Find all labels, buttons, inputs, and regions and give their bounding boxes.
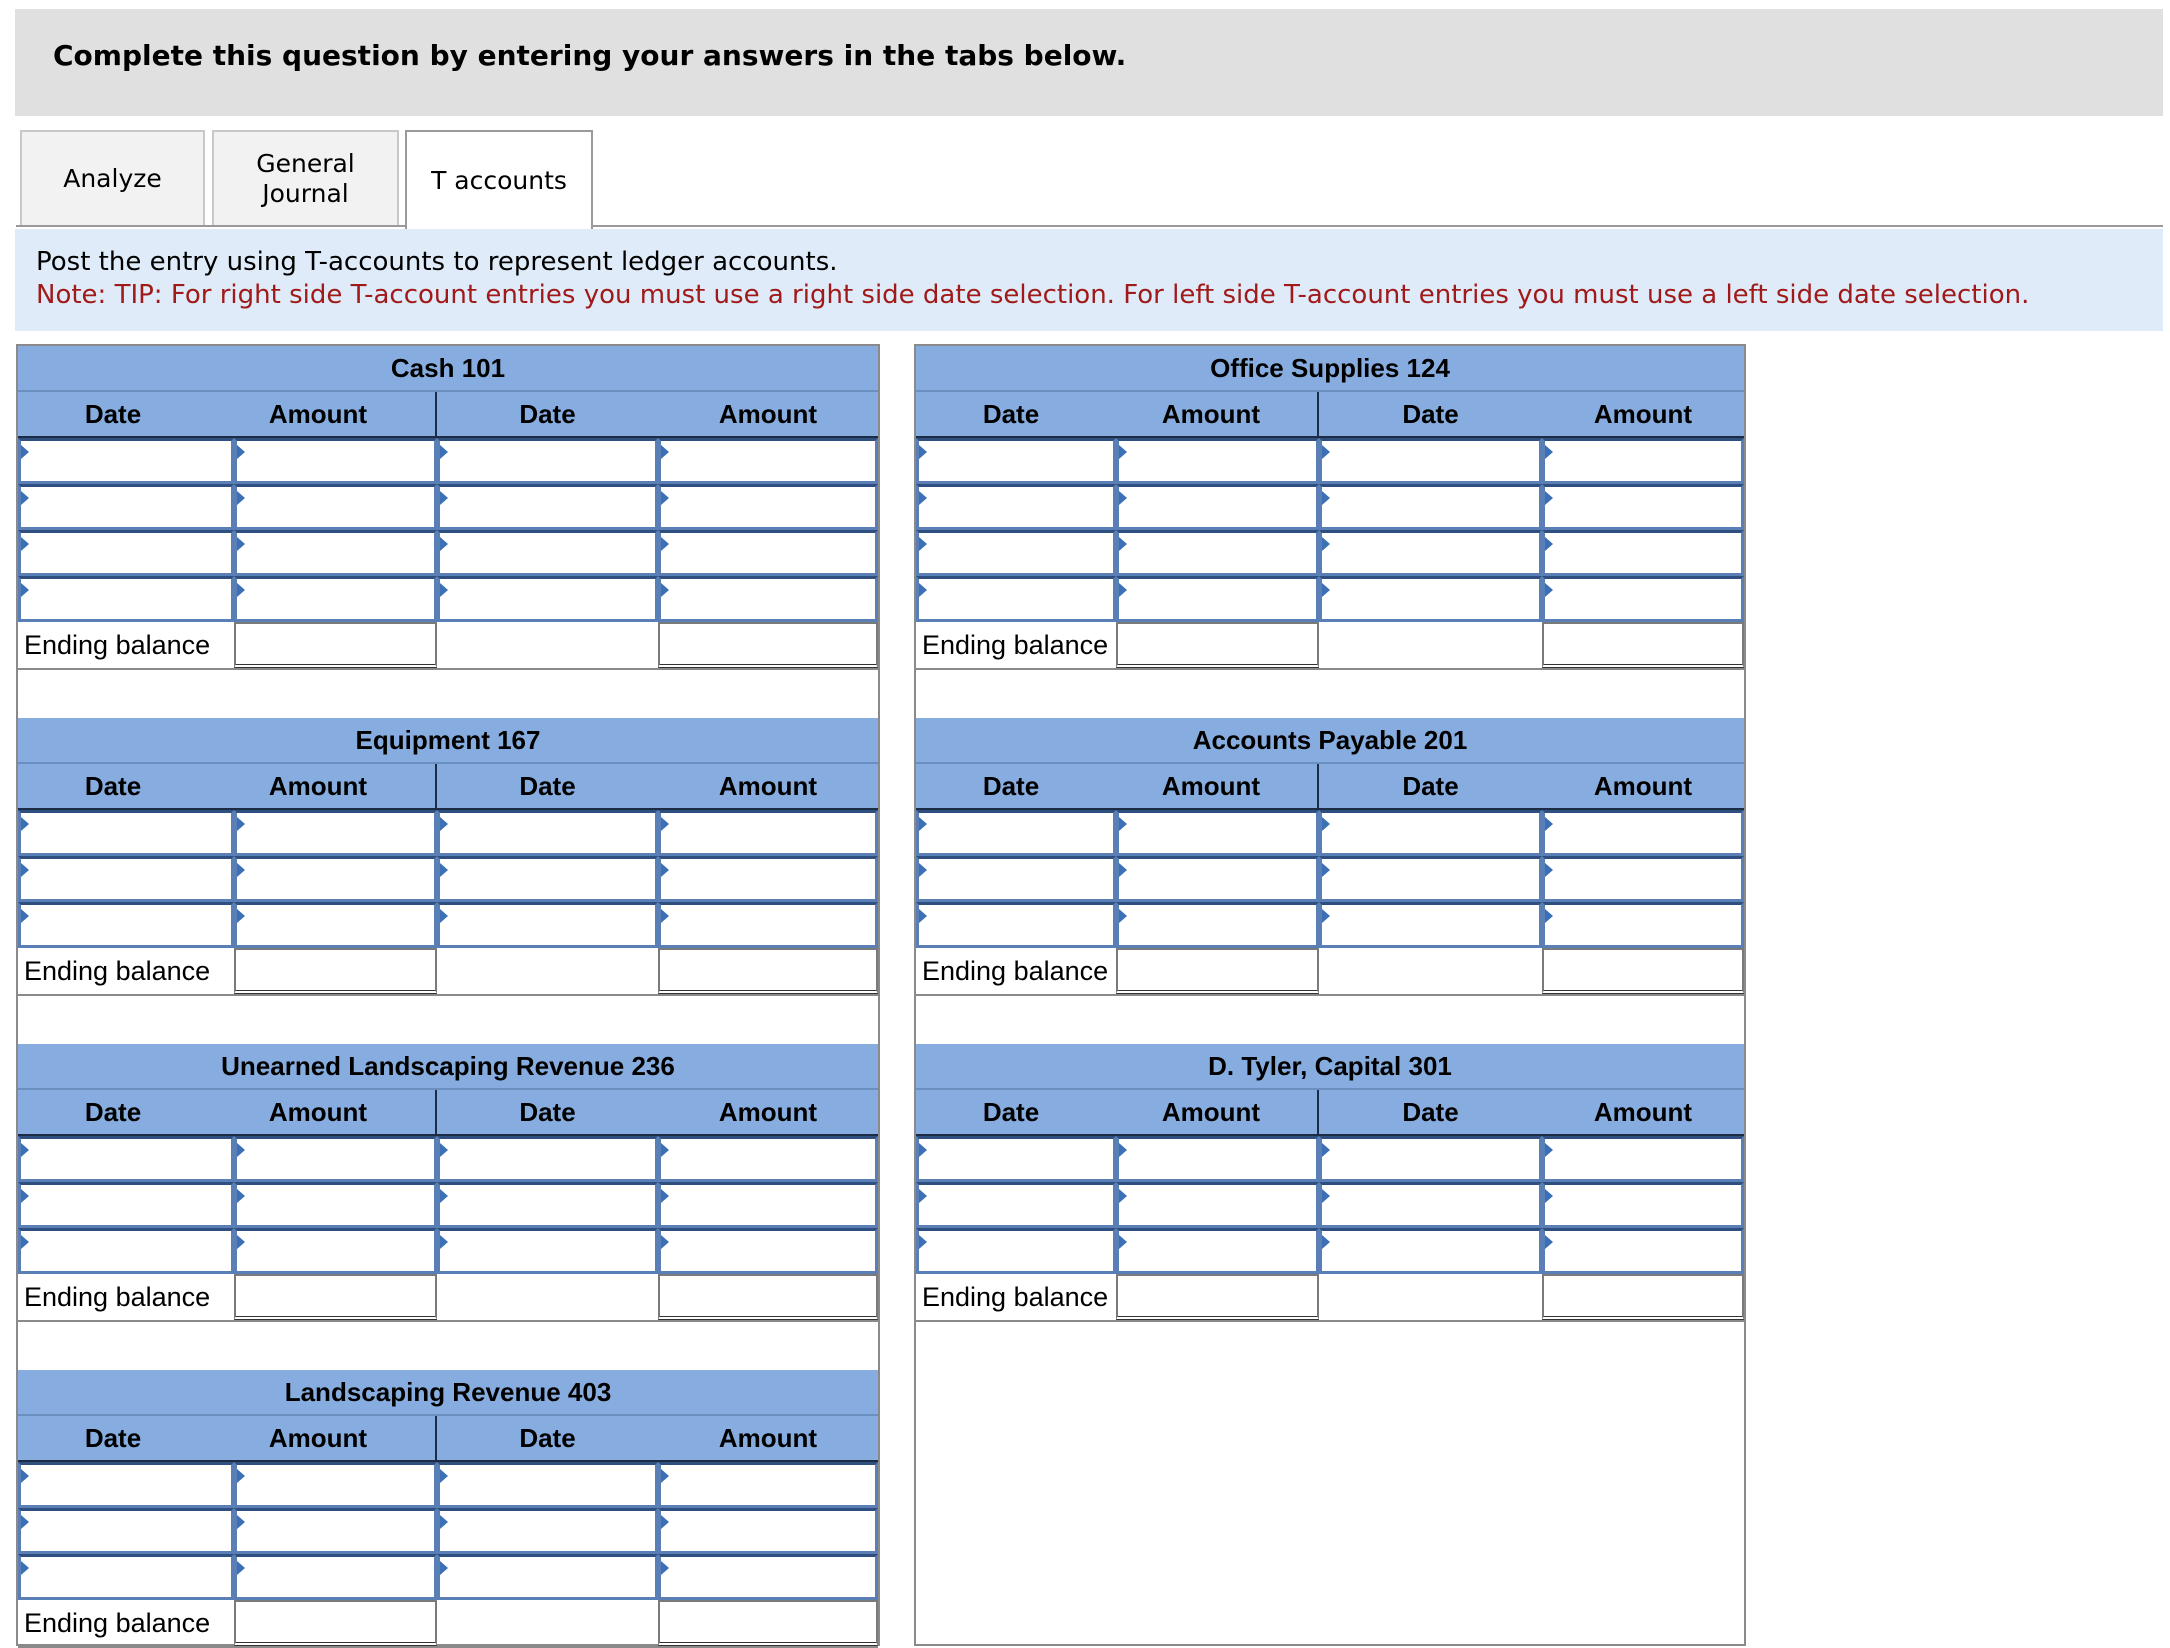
ending-balance-label: Ending balance <box>24 630 211 660</box>
banner-text: Complete this question by entering your answers in the tabs below. <box>53 39 1127 72</box>
dropdown-triangle-icon <box>1322 445 1330 459</box>
debit-date-cell[interactable] <box>18 530 234 576</box>
block-separator <box>916 668 1744 670</box>
dropdown-triangle-icon <box>1119 491 1127 505</box>
credit-amount-cell[interactable] <box>658 1462 878 1508</box>
dropdown-triangle-icon <box>661 1469 669 1483</box>
dropdown-triangle-icon <box>919 445 927 459</box>
dropdown-triangle-icon <box>919 537 927 551</box>
credit-date-cell[interactable] <box>437 576 658 622</box>
dropdown-triangle-icon <box>1119 863 1127 877</box>
dropdown-triangle-icon <box>1119 1189 1127 1203</box>
dropdown-triangle-icon <box>661 1561 669 1575</box>
credit-ending-balance-input[interactable] <box>658 622 878 668</box>
credit-ending-balance-input[interactable] <box>658 948 878 994</box>
tab-general-journal[interactable] <box>212 130 399 225</box>
dropdown-triangle-icon <box>1322 817 1330 831</box>
debit-ending-balance-input[interactable] <box>234 948 437 994</box>
dropdown-triangle-icon <box>1545 1235 1553 1249</box>
dropdown-triangle-icon <box>21 583 29 597</box>
debit-date-header: Date <box>84 1096 142 1127</box>
debit-date-cell[interactable] <box>916 576 1116 622</box>
dropdown-triangle-icon <box>661 445 669 459</box>
debit-date-cell[interactable] <box>18 1136 234 1182</box>
debit-date-cell[interactable] <box>916 856 1116 902</box>
credit-date-cell[interactable] <box>437 810 658 856</box>
debit-amount-cell[interactable] <box>234 1462 437 1508</box>
credit-amount-cell[interactable] <box>1542 856 1744 902</box>
d-tyler-capital-301-column-header <box>916 1090 1744 1137</box>
credit-date-cell[interactable] <box>1319 856 1542 902</box>
debit-date-header: Date <box>982 398 1040 429</box>
dropdown-triangle-icon <box>440 863 448 877</box>
credit-date-header: Date <box>519 770 576 801</box>
debit-ending-balance-input[interactable] <box>234 1600 437 1646</box>
cash-101-column-header <box>18 392 878 439</box>
t-account-divider <box>1317 764 1319 811</box>
dropdown-triangle-icon <box>919 863 927 877</box>
dropdown-triangle-icon <box>237 491 245 505</box>
dropdown-triangle-icon <box>919 909 927 923</box>
account-title-text: Office Supplies 124 <box>1210 352 1450 383</box>
credit-date-cell[interactable] <box>437 1508 658 1554</box>
dropdown-triangle-icon <box>661 909 669 923</box>
debit-amount-cell[interactable] <box>234 856 437 902</box>
dropdown-triangle-icon <box>919 817 927 831</box>
credit-date-cell[interactable] <box>437 1182 658 1228</box>
account-title-text: D. Tyler, Capital 301 <box>1208 1050 1452 1081</box>
debit-date-cell[interactable] <box>916 530 1116 576</box>
debit-date-cell[interactable] <box>916 1228 1116 1274</box>
dropdown-triangle-icon <box>1545 817 1553 831</box>
dropdown-triangle-icon <box>440 1189 448 1203</box>
dropdown-triangle-icon <box>21 1143 29 1157</box>
debit-amount-header: Amount <box>1161 770 1261 801</box>
debit-amount-cell[interactable] <box>1116 576 1319 622</box>
credit-date-cell[interactable] <box>437 484 658 530</box>
credit-date-cell[interactable] <box>1319 902 1542 948</box>
ending-balance-label: Ending balance <box>24 956 211 986</box>
debit-date-cell[interactable] <box>916 1136 1116 1182</box>
debit-date-cell[interactable] <box>916 810 1116 856</box>
credit-date-cell[interactable] <box>437 438 658 484</box>
debit-date-cell[interactable] <box>18 484 234 530</box>
debit-amount-cell[interactable] <box>234 484 437 530</box>
credit-date-header: Date <box>1402 398 1459 429</box>
account-title-text: Equipment 167 <box>355 724 541 755</box>
debit-date-cell[interactable] <box>18 856 234 902</box>
dropdown-triangle-icon <box>237 537 245 551</box>
tab-analyze[interactable] <box>20 130 205 225</box>
debit-ending-balance-input[interactable] <box>1116 622 1319 668</box>
credit-amount-cell[interactable] <box>1542 530 1744 576</box>
dropdown-triangle-icon <box>21 1189 29 1203</box>
debit-amount-header: Amount <box>268 1096 368 1127</box>
dropdown-triangle-icon <box>21 1515 29 1529</box>
equipment-167-t-account <box>18 718 878 992</box>
dropdown-triangle-icon <box>1119 1143 1127 1157</box>
credit-date-cell[interactable] <box>437 1462 658 1508</box>
credit-amount-cell[interactable] <box>658 810 878 856</box>
dropdown-triangle-icon <box>661 1515 669 1529</box>
equipment-167-column-header <box>18 764 878 811</box>
credit-ending-balance-input[interactable] <box>1542 1274 1744 1320</box>
instructions-note: Note: TIP: For right side T-account entries you must use a right side date selection. For left side T-account entries you must use a left side date selection. <box>36 280 2030 310</box>
debit-amount-header: Amount <box>268 770 368 801</box>
dropdown-triangle-icon <box>1545 491 1553 505</box>
tab-bar <box>18 130 2163 227</box>
right-accounts-column <box>914 344 1746 1646</box>
office-supplies-124-column-header <box>916 392 1744 439</box>
debit-amount-cell[interactable] <box>234 530 437 576</box>
credit-date-cell[interactable] <box>437 530 658 576</box>
t-account-divider <box>1317 1090 1319 1137</box>
credit-date-cell[interactable] <box>1319 484 1542 530</box>
debit-amount-cell[interactable] <box>234 902 437 948</box>
debit-amount-cell[interactable] <box>234 1554 437 1600</box>
debit-amount-cell[interactable] <box>1116 484 1319 530</box>
dropdown-triangle-icon <box>1119 909 1127 923</box>
unearned-landscaping-revenue-236-column-header <box>18 1090 878 1137</box>
tab-analyze-label: Analyze <box>63 163 162 193</box>
dropdown-triangle-icon <box>919 1235 927 1249</box>
landscaping-revenue-403-title <box>18 1370 878 1416</box>
debit-date-header: Date <box>84 1422 142 1453</box>
block-separator <box>18 668 878 670</box>
dropdown-triangle-icon <box>237 1189 245 1203</box>
credit-ending-balance-input[interactable] <box>658 1600 878 1646</box>
debit-ending-balance-input[interactable] <box>234 1274 437 1320</box>
dropdown-triangle-icon <box>237 1515 245 1529</box>
credit-amount-header: Amount <box>718 1422 818 1453</box>
dropdown-triangle-icon <box>21 1235 29 1249</box>
dropdown-triangle-icon <box>237 445 245 459</box>
ending-balance-label: Ending balance <box>922 956 1109 986</box>
dropdown-triangle-icon <box>1322 537 1330 551</box>
tab-general-journal-label: General Journal <box>256 148 355 208</box>
debit-amount-cell[interactable] <box>1116 1182 1319 1228</box>
dropdown-triangle-icon <box>21 491 29 505</box>
credit-amount-cell[interactable] <box>658 1182 878 1228</box>
dropdown-triangle-icon <box>1545 537 1553 551</box>
dropdown-triangle-icon <box>1545 1189 1553 1203</box>
dropdown-triangle-icon <box>1322 583 1330 597</box>
debit-date-cell[interactable] <box>18 1182 234 1228</box>
credit-date-header: Date <box>1402 1096 1459 1127</box>
credit-ending-balance-input[interactable] <box>658 1274 878 1320</box>
credit-amount-cell[interactable] <box>658 856 878 902</box>
ending-balance-label: Ending balance <box>922 1282 1109 1312</box>
account-title-text: Unearned Landscaping Revenue 236 <box>221 1050 675 1081</box>
credit-date-cell[interactable] <box>1319 1136 1542 1182</box>
credit-date-header: Date <box>519 1422 576 1453</box>
debit-date-cell[interactable] <box>18 438 234 484</box>
credit-date-cell[interactable] <box>437 1136 658 1182</box>
dropdown-triangle-icon <box>21 1561 29 1575</box>
tab-baseline <box>16 225 2163 227</box>
credit-amount-cell[interactable] <box>658 1508 878 1554</box>
debit-date-header: Date <box>982 1096 1040 1127</box>
credit-amount-cell[interactable] <box>658 576 878 622</box>
dropdown-triangle-icon <box>1545 445 1553 459</box>
dropdown-triangle-icon <box>440 909 448 923</box>
debit-amount-cell[interactable] <box>1116 856 1319 902</box>
debit-amount-cell[interactable] <box>1116 1228 1319 1274</box>
equipment-167-title <box>18 718 878 764</box>
dropdown-triangle-icon <box>237 909 245 923</box>
dropdown-triangle-icon <box>1545 583 1553 597</box>
account-title-text: Cash 101 <box>390 352 506 383</box>
debit-date-cell[interactable] <box>18 1508 234 1554</box>
dropdown-triangle-icon <box>21 445 29 459</box>
debit-ending-balance-input[interactable] <box>1116 948 1319 994</box>
debit-ending-balance-input[interactable] <box>1116 1274 1319 1320</box>
debit-amount-cell[interactable] <box>1116 1136 1319 1182</box>
credit-date-cell[interactable] <box>437 856 658 902</box>
dropdown-triangle-icon <box>1119 583 1127 597</box>
debit-amount-cell[interactable] <box>1116 530 1319 576</box>
credit-amount-cell[interactable] <box>1542 810 1744 856</box>
account-title-text: Landscaping Revenue 403 <box>284 1376 612 1407</box>
t-account-divider <box>435 1090 437 1137</box>
block-separator <box>18 994 878 996</box>
debit-amount-cell[interactable] <box>234 810 437 856</box>
debit-date-cell[interactable] <box>916 1182 1116 1228</box>
credit-date-cell[interactable] <box>1319 1228 1542 1274</box>
account-title-text: Accounts Payable 201 <box>1192 724 1468 755</box>
credit-amount-cell[interactable] <box>658 1228 878 1274</box>
credit-amount-cell[interactable] <box>1542 438 1744 484</box>
dropdown-triangle-icon <box>661 1235 669 1249</box>
dropdown-triangle-icon <box>1322 909 1330 923</box>
dropdown-triangle-icon <box>1545 909 1553 923</box>
cash-101-title <box>18 346 878 392</box>
credit-amount-header: Amount <box>718 1096 818 1127</box>
dropdown-triangle-icon <box>237 583 245 597</box>
dropdown-triangle-icon <box>1322 1143 1330 1157</box>
debit-date-cell[interactable] <box>18 902 234 948</box>
dropdown-triangle-icon <box>237 817 245 831</box>
dropdown-triangle-icon <box>661 1143 669 1157</box>
dropdown-triangle-icon <box>440 537 448 551</box>
dropdown-triangle-icon <box>919 491 927 505</box>
dropdown-triangle-icon <box>1119 445 1127 459</box>
instructions-text: Post the entry using T-accounts to represent ledger accounts. <box>36 247 838 277</box>
credit-date-cell[interactable] <box>437 1228 658 1274</box>
d-tyler-capital-301-title <box>916 1044 1744 1090</box>
debit-amount-cell[interactable] <box>234 438 437 484</box>
dropdown-triangle-icon <box>1119 537 1127 551</box>
credit-date-cell[interactable] <box>437 902 658 948</box>
credit-date-header: Date <box>1402 770 1459 801</box>
credit-amount-cell[interactable] <box>658 484 878 530</box>
credit-amount-header: Amount <box>1593 1096 1693 1127</box>
dropdown-triangle-icon <box>919 583 927 597</box>
ending-balance-label: Ending balance <box>24 1282 211 1312</box>
left-accounts-column <box>16 344 880 1646</box>
accounts-payable-201-t-account <box>916 718 1744 992</box>
dropdown-triangle-icon <box>237 1469 245 1483</box>
dropdown-triangle-icon <box>1322 1189 1330 1203</box>
debit-amount-header: Amount <box>1161 398 1261 429</box>
credit-amount-header: Amount <box>718 770 818 801</box>
dropdown-triangle-icon <box>440 817 448 831</box>
credit-amount-cell[interactable] <box>1542 1228 1744 1274</box>
question-banner <box>15 9 2163 116</box>
t-account-divider <box>435 392 437 439</box>
debit-amount-cell[interactable] <box>234 576 437 622</box>
block-separator <box>916 994 1744 996</box>
t-account-divider <box>435 764 437 811</box>
credit-amount-header: Amount <box>1593 770 1693 801</box>
dropdown-triangle-icon <box>440 1561 448 1575</box>
debit-date-cell[interactable] <box>916 484 1116 530</box>
dropdown-triangle-icon <box>919 1143 927 1157</box>
dropdown-triangle-icon <box>1322 491 1330 505</box>
credit-amount-cell[interactable] <box>1542 902 1744 948</box>
credit-date-cell[interactable] <box>1319 810 1542 856</box>
credit-date-header: Date <box>519 1096 576 1127</box>
dropdown-triangle-icon <box>1119 1235 1127 1249</box>
credit-amount-cell[interactable] <box>658 1136 878 1182</box>
credit-amount-cell[interactable] <box>658 530 878 576</box>
credit-amount-cell[interactable] <box>1542 484 1744 530</box>
block-separator <box>18 1320 878 1322</box>
debit-date-header: Date <box>84 398 142 429</box>
dropdown-triangle-icon <box>237 1235 245 1249</box>
dropdown-triangle-icon <box>1545 863 1553 877</box>
dropdown-triangle-icon <box>919 1189 927 1203</box>
debit-amount-header: Amount <box>268 398 368 429</box>
accounts-payable-201-title <box>916 718 1744 764</box>
debit-amount-cell[interactable] <box>1116 810 1319 856</box>
dropdown-triangle-icon <box>661 537 669 551</box>
debit-amount-header: Amount <box>1161 1096 1261 1127</box>
credit-date-cell[interactable] <box>1319 1182 1542 1228</box>
dropdown-triangle-icon <box>440 1469 448 1483</box>
t-account-divider <box>1317 392 1319 439</box>
unearned-landscaping-revenue-236-title <box>18 1044 878 1090</box>
dropdown-triangle-icon <box>21 817 29 831</box>
dropdown-triangle-icon <box>21 537 29 551</box>
credit-amount-cell[interactable] <box>1542 1136 1744 1182</box>
credit-amount-cell[interactable] <box>658 1554 878 1600</box>
t-account-divider <box>435 1416 437 1463</box>
debit-ending-balance-input[interactable] <box>234 622 437 668</box>
credit-amount-header: Amount <box>1593 398 1693 429</box>
landscaping-revenue-403-column-header <box>18 1416 878 1463</box>
block-separator <box>916 1320 1744 1322</box>
d-tyler-capital-301-t-account <box>916 1044 1744 1318</box>
dropdown-triangle-icon <box>440 1143 448 1157</box>
unearned-landscaping-revenue-236-t-account <box>18 1044 878 1318</box>
credit-date-header: Date <box>519 398 576 429</box>
credit-date-cell[interactable] <box>1319 438 1542 484</box>
debit-date-cell[interactable] <box>18 1228 234 1274</box>
debit-date-header: Date <box>982 770 1040 801</box>
office-supplies-124-t-account <box>916 346 1744 666</box>
dropdown-triangle-icon <box>237 1561 245 1575</box>
dropdown-triangle-icon <box>440 1235 448 1249</box>
dropdown-triangle-icon <box>661 1189 669 1203</box>
dropdown-triangle-icon <box>661 491 669 505</box>
dropdown-triangle-icon <box>237 1143 245 1157</box>
credit-ending-balance-input[interactable] <box>1542 948 1744 994</box>
debit-amount-cell[interactable] <box>1116 902 1319 948</box>
accounts-payable-201-column-header <box>916 764 1744 811</box>
dropdown-triangle-icon <box>661 863 669 877</box>
credit-ending-balance-input[interactable] <box>1542 622 1744 668</box>
dropdown-triangle-icon <box>440 1515 448 1529</box>
ending-balance-label: Ending balance <box>24 1608 211 1638</box>
dropdown-triangle-icon <box>1322 1235 1330 1249</box>
debit-date-cell[interactable] <box>916 438 1116 484</box>
dropdown-triangle-icon <box>440 491 448 505</box>
dropdown-triangle-icon <box>440 445 448 459</box>
dropdown-triangle-icon <box>661 583 669 597</box>
credit-amount-cell[interactable] <box>1542 1182 1744 1228</box>
office-supplies-124-title <box>916 346 1744 392</box>
debit-date-cell[interactable] <box>916 902 1116 948</box>
dropdown-triangle-icon <box>237 863 245 877</box>
debit-amount-cell[interactable] <box>234 1508 437 1554</box>
dropdown-triangle-icon <box>1119 817 1127 831</box>
dropdown-triangle-icon <box>1322 863 1330 877</box>
instructions-panel <box>15 229 2163 331</box>
debit-amount-header: Amount <box>268 1422 368 1453</box>
debit-date-cell[interactable] <box>18 810 234 856</box>
credit-date-cell[interactable] <box>1319 576 1542 622</box>
dropdown-triangle-icon <box>1545 1143 1553 1157</box>
dropdown-triangle-icon <box>440 583 448 597</box>
credit-amount-header: Amount <box>718 398 818 429</box>
debit-amount-cell[interactable] <box>1116 438 1319 484</box>
tab-t-accounts[interactable] <box>405 130 593 229</box>
cash-101-t-account <box>18 346 878 666</box>
debit-date-cell[interactable] <box>18 576 234 622</box>
credit-amount-cell[interactable] <box>1542 576 1744 622</box>
debit-amount-cell[interactable] <box>234 1182 437 1228</box>
ending-balance-label: Ending balance <box>922 630 1109 660</box>
credit-date-cell[interactable] <box>437 1554 658 1600</box>
tab-t-accounts-label: T accounts <box>431 165 567 195</box>
credit-amount-cell[interactable] <box>658 438 878 484</box>
dropdown-triangle-icon <box>21 909 29 923</box>
debit-amount-cell[interactable] <box>234 1136 437 1182</box>
dropdown-triangle-icon <box>21 1469 29 1483</box>
credit-amount-cell[interactable] <box>658 902 878 948</box>
credit-date-cell[interactable] <box>1319 530 1542 576</box>
dropdown-triangle-icon <box>661 817 669 831</box>
dropdown-triangle-icon <box>21 863 29 877</box>
debit-date-cell[interactable] <box>18 1554 234 1600</box>
landscaping-revenue-403-t-account <box>18 1370 878 1644</box>
debit-date-cell[interactable] <box>18 1462 234 1508</box>
debit-amount-cell[interactable] <box>234 1228 437 1274</box>
debit-date-header: Date <box>84 770 142 801</box>
